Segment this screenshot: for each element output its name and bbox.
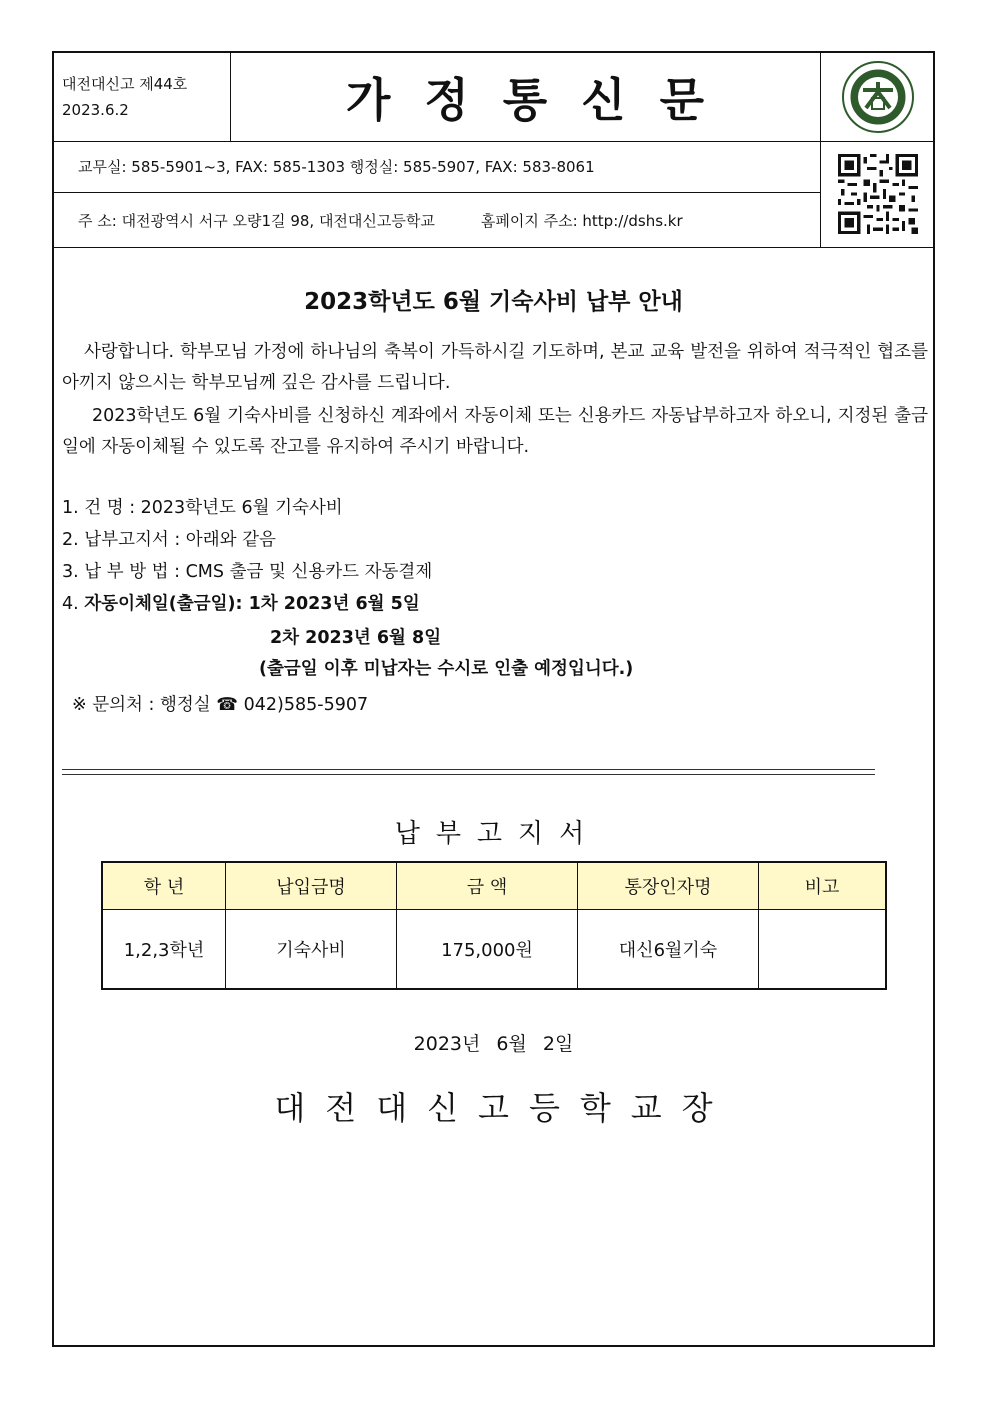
school-address: 주 소: 대전광역시 서구 오량1길 98, 대전대신고등학교 bbox=[78, 211, 435, 230]
issue-date: 2023.6.2 bbox=[62, 101, 129, 119]
contact-numbers: 교무실: 585-5901~3, FAX: 585-1303 행정실: 585-5907, FAX: 583-8061 bbox=[54, 141, 820, 193]
issue-number: 대전대신고 제44호 bbox=[62, 75, 188, 93]
homepage-link[interactable]: 홈페이지 주소: http://dshs.kr bbox=[480, 211, 683, 230]
col-amount: 금 액 bbox=[397, 862, 578, 910]
principal-signature: 대전대신고등학교장 bbox=[274, 1089, 733, 1127]
item-transfer-note: (출금일 이후 미납자는 수시로 인출 예정입니다.) bbox=[259, 659, 634, 679]
slip-title: 납부고지서 bbox=[394, 819, 601, 849]
address-row bbox=[54, 193, 820, 247]
item-method: 3. 납 부 방 법 : CMS 출금 및 신용카드 자동결제 bbox=[62, 562, 433, 582]
contact-phone: 042)585-5907 bbox=[243, 695, 369, 715]
item-transfer-second: 2차 2023년 6월 8일 bbox=[270, 628, 442, 648]
greeting-paragraph: 사랑합니다. 학부모님 가정에 하나님의 축복이 가득하시길 기도하며, 본교 교육 발전을 위하여 적극적인 협조를 아끼지 않으시는 학부모님께 깊은 감사를 드립니다. bbox=[62, 342, 928, 393]
header-divider bbox=[54, 247, 933, 248]
issue-info bbox=[54, 53, 231, 141]
cell-remarks bbox=[759, 910, 887, 990]
qr-code-icon[interactable] bbox=[820, 141, 934, 247]
payment-slip-table bbox=[101, 861, 887, 990]
telephone-icon: ☎ bbox=[216, 695, 239, 715]
col-remarks: 비고 bbox=[759, 862, 887, 910]
cell-amount: 175,000원 bbox=[397, 910, 578, 990]
item-transfer-date bbox=[62, 590, 420, 615]
newsletter-title: 가정통신문 bbox=[345, 73, 739, 127]
notice-title: 2023학년도 6월 기숙사비 납부 안내 bbox=[304, 289, 683, 315]
cut-line bbox=[62, 769, 875, 775]
item-invoice: 2. 납부고지서 : 아래와 같음 bbox=[62, 530, 276, 550]
item-transfer-number: 4. bbox=[62, 594, 79, 614]
header-top-row bbox=[54, 53, 933, 142]
item-transfer-first: 자동이체일(출금일): 1차 2023년 6월 5일 bbox=[84, 594, 420, 614]
payment-paragraph: 2023학년도 6월 기숙사비를 신청하신 계좌에서 자동이체 또는 신용카드 자동납부하고자 하오니, 지정된 출금일에 자동이체될 수 있도록 잔고를 유지하여 주시기 바랍니다. bbox=[62, 406, 928, 457]
col-item-name: 납입금명 bbox=[226, 862, 397, 910]
col-account-name: 통장인자명 bbox=[578, 862, 759, 910]
school-emblem-icon bbox=[820, 53, 934, 141]
contact-line bbox=[72, 691, 368, 716]
item-subject: 1. 건 명 : 2023학년도 6월 기숙사비 bbox=[62, 498, 343, 518]
contact-label: ※ 문의처 : 행정실 bbox=[72, 695, 211, 715]
table-header-row bbox=[102, 862, 886, 910]
col-grade: 학 년 bbox=[102, 862, 226, 910]
document-frame bbox=[52, 51, 935, 1347]
cell-item-name: 기숙사비 bbox=[226, 910, 397, 990]
issue-date-footer: 2023년 6월 2일 bbox=[413, 1033, 574, 1055]
table-row bbox=[102, 910, 886, 990]
cell-account-name: 대신6월기숙 bbox=[578, 910, 759, 990]
cell-grade: 1,2,3학년 bbox=[102, 910, 226, 990]
